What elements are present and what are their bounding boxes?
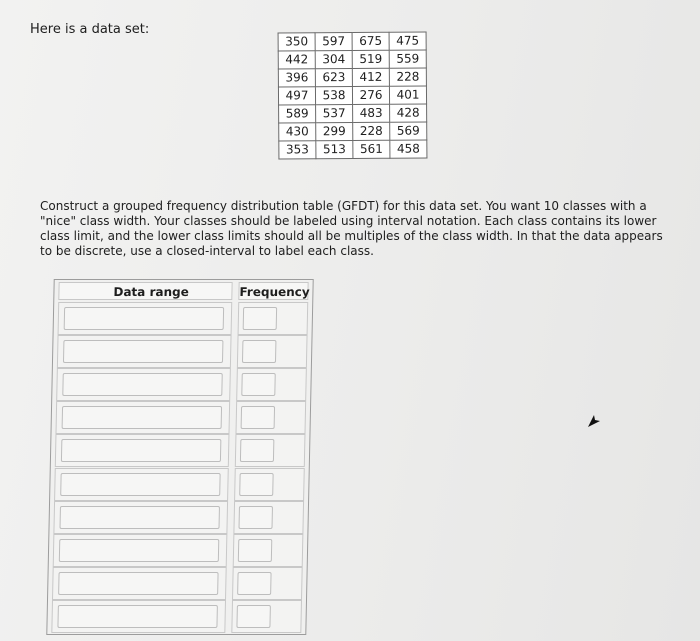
frequency-cell [237, 335, 308, 368]
data-range-cell [53, 501, 228, 534]
intro-text: Here is a data set: [30, 22, 150, 37]
instructions-text: Construct a grouped frequency distribution table (GFDT) for this data set. You want 10 classes with a "nice" class width. Your classes should be labeled using interval notation. Each class contains its lower class limit, and the lower class limits should all be multiples of the class width. In that the data appears to be discrete, use a closed-interval to label each class. [40, 199, 663, 258]
data-cell: 442 [278, 51, 315, 69]
data-cell: 513 [316, 140, 353, 158]
data-cell: 519 [352, 50, 389, 68]
frequency-input[interactable] [241, 373, 275, 396]
data-cell: 597 [315, 33, 352, 51]
data-cell: 569 [390, 122, 427, 140]
gfdt-table [46, 279, 313, 635]
data-range-cell [58, 302, 233, 335]
gfdt-row [50, 468, 309, 501]
frequency-cell [231, 600, 302, 633]
frequency-input[interactable] [238, 539, 272, 562]
gfdt-row [47, 600, 306, 633]
data-range-input[interactable] [64, 307, 224, 330]
data-cell: 475 [389, 32, 426, 50]
data-cell: 675 [352, 32, 389, 50]
data-range-cell [57, 335, 232, 368]
frequency-cell [233, 534, 304, 567]
data-range-input[interactable] [60, 473, 220, 496]
frequency-cell [238, 302, 309, 335]
data-cell: 228 [389, 68, 426, 86]
header-data-range: Data range [58, 282, 232, 300]
data-cell: 401 [389, 86, 426, 104]
frequency-input[interactable] [243, 307, 277, 330]
frequency-input[interactable] [241, 406, 275, 429]
data-range-cell [54, 468, 229, 501]
data-row [279, 140, 427, 159]
frequency-cell [234, 468, 305, 501]
data-cell: 276 [352, 86, 389, 104]
data-cell: 412 [352, 68, 389, 86]
frequency-input[interactable] [240, 439, 274, 462]
gfdt-row [52, 368, 311, 401]
frequency-cell [235, 401, 306, 434]
data-cell: 353 [279, 141, 316, 159]
data-range-input[interactable] [63, 340, 223, 363]
data-set-table [278, 31, 428, 159]
data-range-input[interactable] [58, 572, 218, 595]
gfdt-row [51, 434, 310, 467]
data-range-input[interactable] [57, 605, 217, 628]
data-range-cell [55, 434, 230, 467]
data-cell: 350 [278, 33, 315, 51]
frequency-input[interactable] [239, 506, 273, 529]
frequency-cell [235, 434, 306, 467]
data-row [279, 104, 427, 123]
data-row [279, 122, 427, 141]
data-row [278, 32, 426, 51]
frequency-cell [236, 368, 307, 401]
data-range-input[interactable] [59, 539, 219, 562]
frequency-input[interactable] [236, 605, 270, 628]
gfdt-row [51, 401, 310, 434]
frequency-cell [233, 501, 304, 534]
data-cell: 559 [389, 50, 426, 68]
data-cell: 304 [315, 51, 352, 69]
data-cell: 458 [390, 140, 427, 158]
data-cell: 589 [279, 105, 316, 123]
frequency-input[interactable] [239, 473, 273, 496]
gfdt-header [54, 280, 312, 300]
data-range-input[interactable] [62, 406, 222, 429]
frequency-input[interactable] [237, 572, 271, 595]
data-range-cell [52, 567, 227, 600]
gfdt-row [53, 335, 312, 368]
gfdt-row [49, 534, 308, 567]
data-range-cell [55, 401, 230, 434]
data-cell: 396 [278, 69, 315, 87]
data-range-input[interactable] [60, 506, 220, 529]
data-row [278, 50, 426, 69]
data-row [278, 86, 426, 105]
data-cell: 561 [353, 140, 390, 158]
data-cell: 299 [316, 122, 353, 140]
data-range-cell [56, 368, 231, 401]
data-cell: 228 [353, 122, 390, 140]
gfdt-row [48, 567, 307, 600]
data-cell: 430 [279, 123, 316, 141]
data-cell: 497 [278, 87, 315, 105]
data-cell: 537 [316, 104, 353, 122]
data-cell: 483 [353, 104, 390, 122]
gfdt-row [49, 501, 308, 534]
mouse-pointer-icon [587, 414, 601, 428]
data-range-cell [53, 534, 228, 567]
gfdt-row [54, 302, 313, 335]
data-range-input[interactable] [62, 373, 222, 396]
data-cell: 623 [315, 69, 352, 87]
data-cell: 428 [390, 104, 427, 122]
frequency-cell [232, 567, 303, 600]
data-row [278, 68, 426, 87]
data-cell: 538 [315, 87, 352, 105]
data-range-cell [51, 600, 226, 633]
frequency-input[interactable] [242, 340, 276, 363]
data-range-input[interactable] [61, 439, 221, 462]
header-frequency: Frequency [238, 282, 308, 300]
